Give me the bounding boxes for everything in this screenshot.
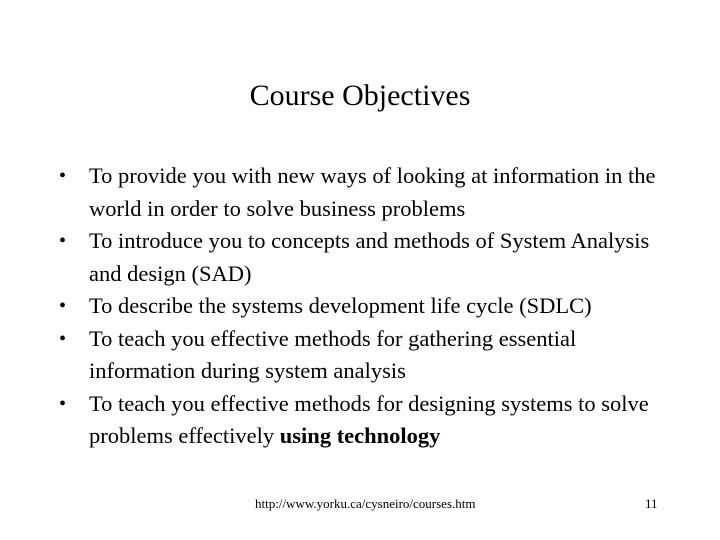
bullet-icon: • (59, 295, 67, 317)
page-number: 11 (645, 496, 658, 511)
objectives-list (57, 160, 677, 453)
objective-emphasis: using technology (279, 423, 441, 448)
objective-item (57, 323, 677, 388)
objective-text: To teach you effective methods for designing systems to solve problems effectively (89, 390, 649, 448)
objective-item (57, 388, 677, 453)
slide-title: Course Objectives (249, 79, 471, 112)
objective-item (57, 160, 677, 225)
objective-text: To describe the systems development life cycle (SDLC) (89, 293, 592, 318)
footer-url: http://www.yorku.ca/cysneiro/courses.htm (255, 496, 476, 511)
objective-item (57, 225, 677, 290)
objective-text: To introduce you to concepts and methods of System Analysis and design (SAD) (89, 228, 650, 286)
bullet-icon: • (59, 230, 67, 252)
bullet-icon: • (59, 327, 67, 350)
objective-item (57, 290, 677, 323)
objective-text: To provide you with new ways of looking at information in the world in order to solve business problems (89, 163, 656, 221)
objective-text: To teach you effective methods for gathering essential information during system analysis (89, 325, 577, 383)
bullet-icon: • (59, 392, 67, 415)
bullet-icon: • (59, 165, 67, 187)
